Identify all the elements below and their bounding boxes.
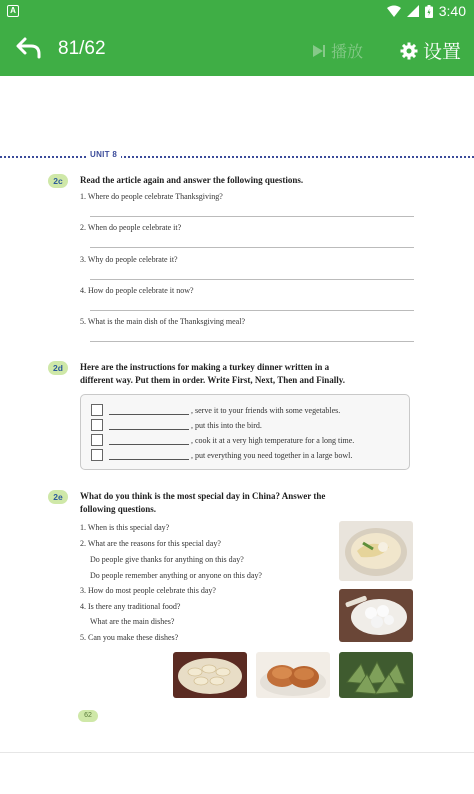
unit-divider: [0, 156, 474, 158]
answer-line-2c-3: [90, 279, 414, 280]
zongzi-photo: [339, 652, 413, 698]
blank-line: [109, 421, 189, 430]
app-toolbar: [0, 22, 474, 76]
page-bottom-divider: [0, 752, 474, 753]
exercise-2e-heading-line1: What do you think is the most special day in China? Answer the: [80, 491, 326, 501]
fried-cakes-photo: [256, 652, 330, 698]
status-time: 3:40: [438, 3, 466, 19]
settings-label: 设置: [423, 42, 462, 63]
gear-icon: [400, 42, 418, 60]
question-2e-4: 4. Is there any traditional food?: [80, 602, 181, 611]
instruction-row: [91, 403, 340, 417]
order-checkbox[interactable]: [91, 404, 103, 416]
question-2c-1: 1. Where do people celebrate Thanksgiving?: [80, 192, 223, 201]
exercise-badge-2c: 2c: [48, 174, 68, 188]
blank-line: [109, 436, 189, 445]
play-icon: [312, 44, 326, 58]
textbook-page[interactable]: [0, 76, 474, 794]
blank-line: [109, 451, 189, 460]
instruction-text: , cook it at a very high temperature for a long time.: [191, 435, 355, 445]
play-button[interactable]: [312, 39, 363, 62]
signal-icon: [407, 5, 419, 17]
unit-label: UNIT 8: [86, 150, 121, 159]
exercise-2c-heading: Read the article again and answer the following questions.: [80, 175, 304, 185]
exercise-2d-heading-line1: Here are the instructions for making a turkey dinner written in a: [80, 362, 330, 372]
page-indicator: 81/62: [58, 38, 106, 59]
answer-line-2c-5: [90, 341, 414, 342]
order-checkbox[interactable]: [91, 449, 103, 461]
dumplings-photo: [173, 652, 247, 698]
back-arrow-icon[interactable]: [14, 34, 44, 64]
answer-line-2c-1: [90, 216, 414, 217]
instruction-row: [91, 418, 262, 432]
play-label: 播放: [331, 44, 364, 61]
question-2c-4: 4. How do people celebrate it now?: [80, 286, 194, 295]
question-2e-2b: Do people remember anything or anyone on this day?: [90, 571, 262, 580]
blank-line: [109, 406, 189, 415]
answer-line-2c-2: [90, 247, 414, 248]
question-2c-5: 5. What is the main dish of the Thanksgiving meal?: [80, 317, 246, 326]
notification-icon: A: [7, 5, 19, 17]
tangyuan-photo: [339, 589, 413, 642]
order-checkbox[interactable]: [91, 419, 103, 431]
noodle-soup-photo: [339, 521, 413, 581]
order-checkbox[interactable]: [91, 434, 103, 446]
instruction-text: , put this into the bird.: [191, 420, 262, 430]
wifi-icon: [387, 5, 401, 17]
question-2e-5: 5. Can you make these dishes?: [80, 633, 179, 642]
exercise-badge-2e: 2e: [48, 490, 68, 504]
settings-button[interactable]: [400, 37, 461, 64]
question-2e-2: 2. What are the reasons for this special day?: [80, 539, 221, 548]
status-bar: [0, 0, 474, 22]
question-2e-4a: What are the main dishes?: [90, 617, 175, 626]
instruction-text: , put everything you need together in a large bowl.: [191, 450, 353, 460]
instruction-row: [91, 433, 354, 447]
question-2e-1: 1. When is this special day?: [80, 523, 170, 532]
page-number-badge: 62: [78, 710, 98, 722]
instruction-row: [91, 448, 352, 462]
question-2c-3: 3. Why do people celebrate it?: [80, 255, 178, 264]
answer-line-2c-4: [90, 310, 414, 311]
battery-icon: [425, 5, 433, 18]
exercise-2d-heading-line2: different way. Put them in order. Write First, Next, Then and Finally.: [80, 375, 345, 385]
question-2e-2a: Do people give thanks for anything on this day?: [90, 555, 244, 564]
instruction-box: [80, 394, 410, 470]
instruction-text: , serve it to your friends with some vegetables.: [191, 405, 341, 415]
question-2e-3: 3. How do most people celebrate this day?: [80, 586, 216, 595]
exercise-badge-2d: 2d: [48, 361, 68, 375]
exercise-2e-heading-line2: following questions.: [80, 504, 157, 514]
question-2c-2: 2. When do people celebrate it?: [80, 223, 182, 232]
